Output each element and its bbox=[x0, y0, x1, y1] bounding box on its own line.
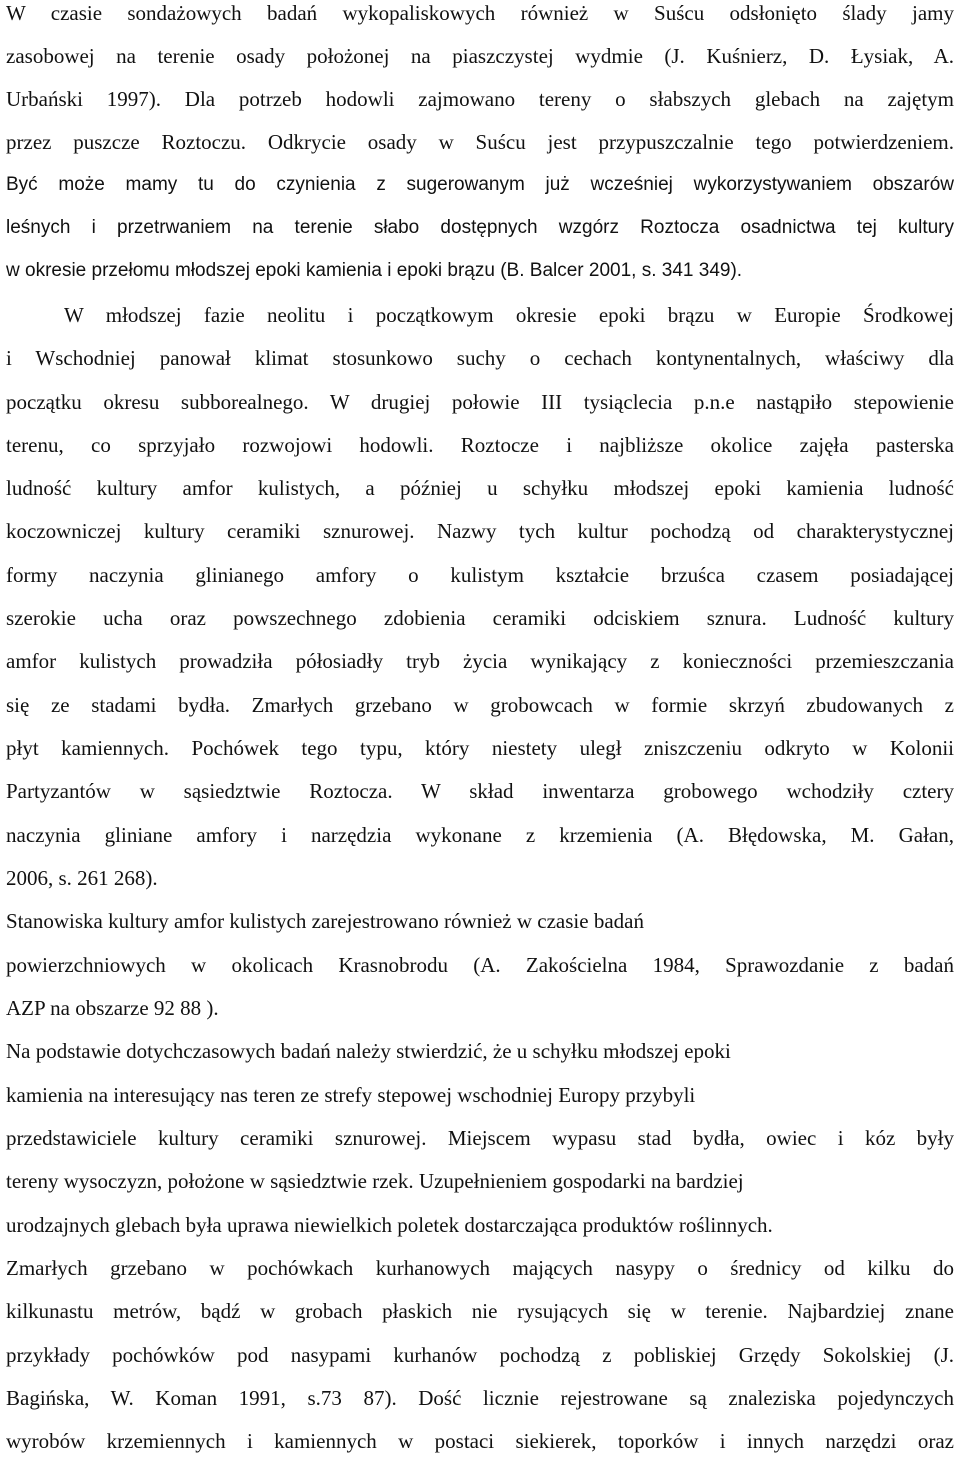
text-line: kilkunastu metrów, bądź w grobach płaskich nie rysujących się w terenie. Najbardziej znane bbox=[6, 1299, 954, 1323]
text-line: Bagińska, W. Koman 1991, s.73 87). Dość licznie rejestrowane są znaleziska pojedynczych bbox=[6, 1386, 954, 1410]
text-line: W czasie sondażowych badań wykopaliskowych również w Suścu odsłonięto ślady jamy bbox=[6, 1, 954, 25]
text-line: w okresie przełomu młodszej epoki kamienia i epoki brązu (B. Balcer 2001, s. 341 349). bbox=[6, 260, 743, 281]
text-line: W młodszej fazie neolitu i początkowym okresie epoki brązu w Europie Środkowej bbox=[64, 303, 954, 327]
text-line: terenu, co sprzyjało rozwojowi hodowli. Roztocze i najbliższe okolice zajęła pasterska bbox=[6, 433, 954, 457]
text-line: powierzchniowych w okolicach Krasnobrodu (A. Zakościelna 1984, Sprawozdanie z badań bbox=[6, 953, 954, 977]
text-line: szerokie ucha oraz powszechnego zdobienia ceramiki odciskiem sznura. Ludność kultury bbox=[6, 606, 954, 630]
text-line: płyt kamiennych. Pochówek tego typu, który niestety uległ zniszczeniu odkryto w Kolonii bbox=[6, 736, 954, 760]
text-line: AZP na obszarze 92 88 ). bbox=[6, 996, 219, 1020]
text-line: przedstawiciele kultury ceramiki sznurowej. Miejscem wypasu stad bydła, owiec i kóz były bbox=[6, 1126, 954, 1150]
text-line: początku okresu subborealnego. W drugiej połowie III tysiąclecia p.n.e nastąpiło stepowienie bbox=[6, 390, 954, 414]
text-line: się ze stadami bydła. Zmarłych grzebano w grobowcach w formie skrzyń zbudowanych z bbox=[6, 693, 954, 717]
text-line: Stanowiska kultury amfor kulistych zarejestrowano również w czasie badań bbox=[6, 909, 644, 933]
text-line: Na podstawie dotychczasowych badań należy stwierdzić, że u schyłku młodszej epoki bbox=[6, 1039, 731, 1063]
text-line: i Wschodniej panował klimat stosunkowo suchy o cechach kontynentalnych, właściwy dla bbox=[6, 346, 954, 370]
text-line: Być może mamy tu do czynienia z sugerowanym już wcześniej wykorzystywaniem obszarów bbox=[6, 174, 954, 195]
text-line: wyrobów krzemiennych i kamiennych w postaci siekierek, toporków i innych narzędzi oraz bbox=[6, 1429, 954, 1453]
text-line: Urbański 1997). Dla potrzeb hodowli zajmowano tereny o słabszych glebach na zajętym bbox=[6, 87, 954, 111]
text-line: zasobowej na terenie osady położonej na piaszczystej wydmie (J. Kuśnierz, D. Łysiak, A. bbox=[6, 44, 954, 68]
text-line: amfor kulistych prowadziła półosiadły tryb życia wynikający z konieczności przemieszczania bbox=[6, 649, 954, 673]
text-line: naczynia gliniane amfory i narzędzia wykonane z krzemienia (A. Błędowska, M. Gałan, bbox=[6, 823, 954, 847]
text-line: urodzajnych glebach była uprawa niewielkich poletek dostarczająca produktów roślinnych. bbox=[6, 1213, 773, 1237]
text-line: kamienia na interesujący nas teren ze strefy stepowej wschodniej Europy przybyli bbox=[6, 1083, 696, 1107]
text-line: formy naczynia glinianego amfory o kulistym kształcie brzuśca czasem posiadającej bbox=[6, 563, 954, 587]
text-line: przykłady pochówków pod nasypami kurhanów pochodzą z pobliskiej Grzędy Sokolskiej (J. bbox=[6, 1343, 954, 1367]
text-line: 2006, s. 261 268). bbox=[6, 866, 158, 890]
text-line: przez puszcze Roztoczu. Odkrycie osady w Suścu jest przypuszczalnie tego potwierdzeniem. bbox=[6, 130, 954, 154]
text-line: Zmarłych grzebano w pochówkach kurhanowych mających nasypy o średnicy od kilku do bbox=[6, 1256, 954, 1280]
text-line: tereny wysoczyzn, położone w sąsiedztwie rzek. Uzupełnieniem gospodarki na bardziej bbox=[6, 1169, 744, 1193]
text-line: ludność kultury amfor kulistych, a później u schyłku młodszej epoki kamienia ludność bbox=[6, 476, 954, 500]
text-line: Partyzantów w sąsiedztwie Roztocza. W skład inwentarza grobowego wchodziły cztery bbox=[6, 779, 954, 803]
text-line: koczowniczej kultury ceramiki sznurowej. Nazwy tych kultur pochodzą od charakterystycznej bbox=[6, 519, 954, 543]
text-line: leśnych i przetrwaniem na terenie słabo dostępnych wzgórz Roztocza osadnictwa tej kultury bbox=[6, 217, 954, 238]
